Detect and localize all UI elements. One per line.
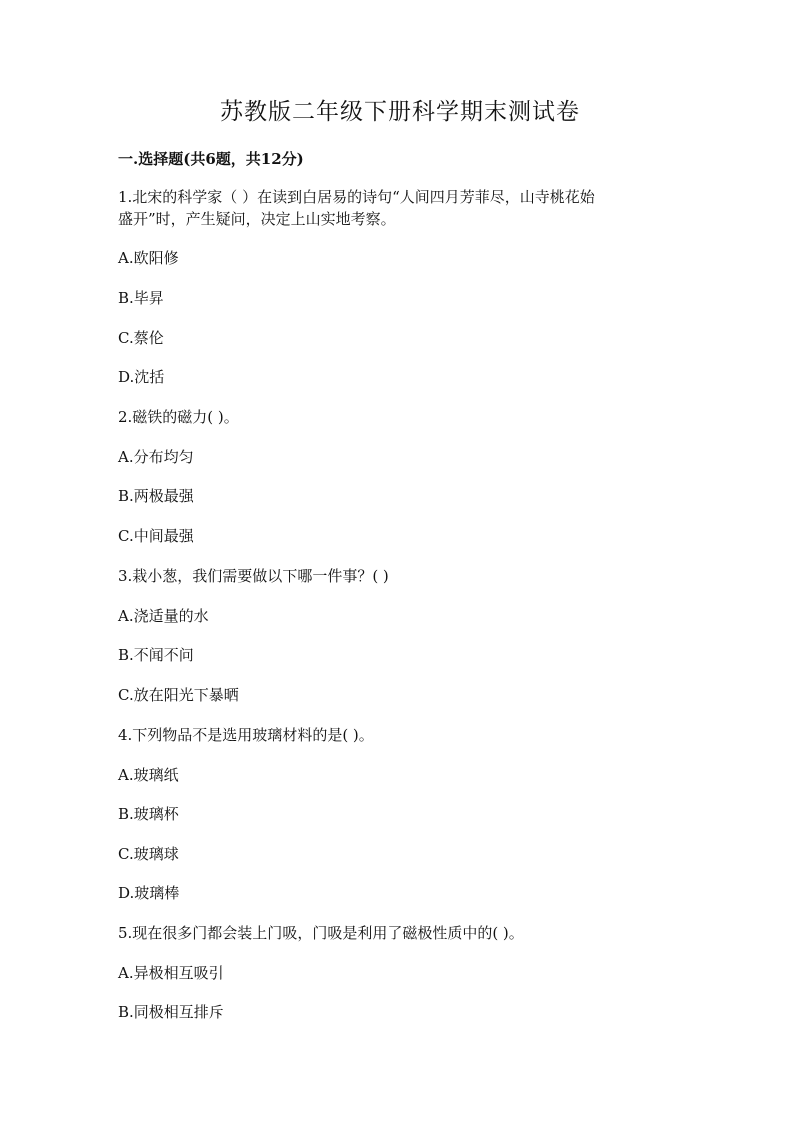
- question-4-text: 4.下列物品不是选用玻璃材料的是( )。: [118, 726, 374, 744]
- question-3-option-b: B.不闻不问: [118, 646, 194, 664]
- question-5-text: 5.现在很多门都会装上门吸，门吸是利用了磁极性质中的( )。: [118, 924, 524, 942]
- page-title: 苏教版二年级下册科学期末测试卷: [220, 99, 580, 125]
- question-3-option-c: C.放在阳光下暴晒: [118, 686, 239, 704]
- question-1-option-b: B.毕昇: [118, 289, 164, 307]
- question-1-line-2: 盛开”时，产生疑问，决定上山实地考察。: [118, 210, 396, 228]
- question-5-option-b: B.同极相互排斥: [118, 1003, 224, 1021]
- question-1-option-d: D.沈括: [118, 368, 165, 386]
- question-4-option-a: A.玻璃纸: [118, 766, 179, 784]
- question-4-option-c: C.玻璃球: [118, 845, 179, 863]
- question-2-option-c: C.中间最强: [118, 527, 194, 545]
- question-1-option-a: A.欧阳修: [118, 249, 179, 267]
- section-heading: 一.选择题(共6题，共12分): [118, 150, 304, 168]
- question-4-option-b: B.玻璃杯: [118, 805, 179, 823]
- question-1-option-c: C.蔡伦: [118, 329, 164, 347]
- question-2-option-a: A.分布均匀: [118, 448, 194, 466]
- question-3-text: 3.栽小葱，我们需要做以下哪一件事？( ): [118, 567, 389, 585]
- question-4-option-d: D.玻璃棒: [118, 884, 180, 902]
- question-5-option-a: A.异极相互吸引: [118, 964, 224, 982]
- question-3-option-a: A.浇适量的水: [118, 607, 209, 625]
- question-1-line-1: 1.北宋的科学家（ ）在读到白居易的诗句“人间四月芳菲尽，山寺桃花始: [118, 188, 595, 206]
- question-2-text: 2.磁铁的磁力( )。: [118, 408, 239, 426]
- question-2-option-b: B.两极最强: [118, 487, 194, 505]
